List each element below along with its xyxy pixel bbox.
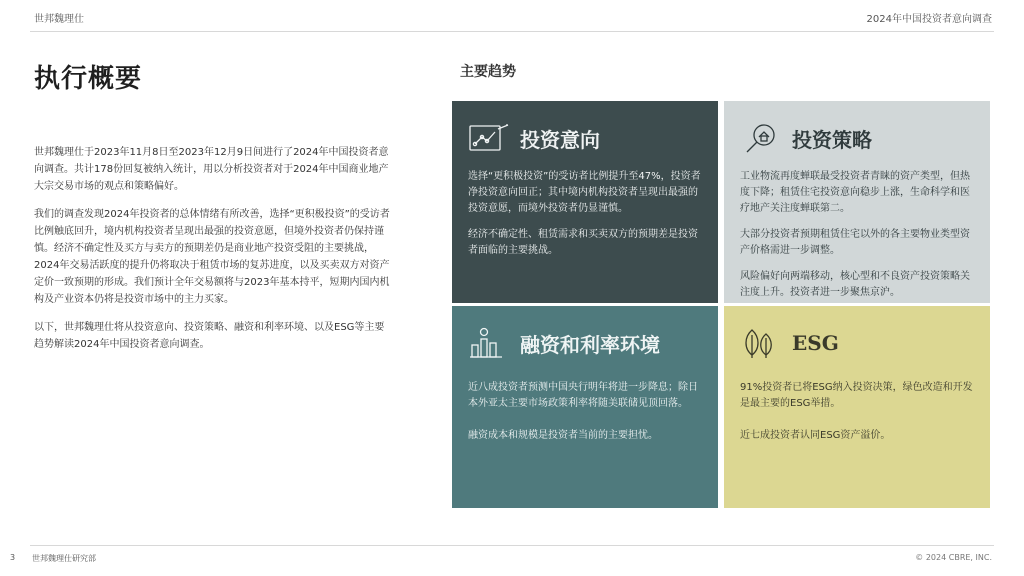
header-report-title: 2024年中国投资者意向调查 <box>866 14 992 25</box>
page-title: 执行概要 <box>34 64 143 94</box>
leaves-icon <box>740 326 784 360</box>
card-title: 投资意向 <box>520 127 600 152</box>
card-investment-strategy <box>724 101 990 303</box>
intro-paragraph-3: 以下，世邦魏理仕将从投资意向、投资策略、融资和利率环境、以及ESG等主要趋势解读2024年中国投资者意向调查。 <box>34 322 385 350</box>
card-paragraph-2: 近七成投资者认同ESG资产溢价。 <box>740 430 891 441</box>
chart-trend-icon <box>468 121 512 155</box>
card-paragraph-1: 选择“更积极投资”的受访者比例提升至47%，投资者净投资意向回正；其中境内机构投资者呈现出最强的投资意愿，而境外投资者仍显谨慎。 <box>468 171 701 214</box>
intro-paragraph-1: 世邦魏理仕于2023年11月8日至2023年12月9日间进行了2024年中国投资者意向调查。共计178份回复被纳入统计，用以分析投资者对于2024年中国商业地产大宗交易市场的观点和策略偏好。 <box>34 147 389 192</box>
card-paragraph-1: 91%投资者已将ESG纳入投资决策，绿色改造和开发是最主要的ESG举措。 <box>740 382 973 409</box>
intro-text <box>34 144 390 364</box>
card-paragraph-1: 近八成投资者预测中国央行明年将进一步降息；除日本外亚太主要市场政策利率将随美联储见顶回落。 <box>468 382 698 409</box>
card-title: 投资策略 <box>792 127 872 152</box>
card-paragraph-2: 经济不确定性、租赁需求和买卖双方的预期差是投资者面临的主要挑战。 <box>468 229 698 256</box>
trends-title: 主要趋势 <box>460 64 516 80</box>
footer-department: 世邦魏理仕研究部 <box>32 554 96 563</box>
card-paragraph-2: 大部分投资者预期租赁住宅以外的各主要物业类型资产价格需进一步调整。 <box>740 229 970 256</box>
search-building-icon <box>740 121 784 155</box>
card-paragraph-2: 融资成本和规模是投资者当前的主要担忧。 <box>468 430 658 441</box>
header-brand: 世邦魏理仕 <box>34 14 84 25</box>
header-divider <box>30 31 994 32</box>
card-paragraph-1: 工业物流再度蝉联最受投资者青睐的资产类型，但热度下降；租赁住宅投资意向稳步上涨，生命科学和医疗地产关注度蝉联第二。 <box>740 171 970 214</box>
bar-coin-icon <box>468 326 512 360</box>
footer-divider <box>30 545 994 546</box>
card-investment-intent <box>452 101 718 303</box>
card-paragraph-3: 风险偏好向两端移动，核心型和不良资产投资策略关注度上升。投资者进一步聚焦京沪。 <box>740 271 970 298</box>
card-financing-rates <box>452 306 718 508</box>
footer-copyright: © 2024 CBRE, INC. <box>915 553 992 562</box>
card-title: 融资和利率环境 <box>520 332 660 357</box>
page-number: 3 <box>10 553 16 562</box>
card-title: ESG <box>792 331 839 355</box>
card-esg <box>724 306 990 508</box>
intro-paragraph-2: 我们的调查发现2024年投资者的总体情绪有所改善，选择“更积极投资”的受访者比例触底回升，境内机构投资者呈现出最强的投资意愿，但境外投资者仍保持谨慎。经济不确定性及买方与卖方的预期差仍是商业地产投资受阻的主要挑战，2024年交易活跃度的提升仍将取决于租赁市场的复苏进度，以及买卖双方对资产定价一致预期的形成。我们预计全年交易额将与2023年基本持平，短期内国内机构及产业资本仍将是投资市场中的主力买家。 <box>34 209 390 305</box>
